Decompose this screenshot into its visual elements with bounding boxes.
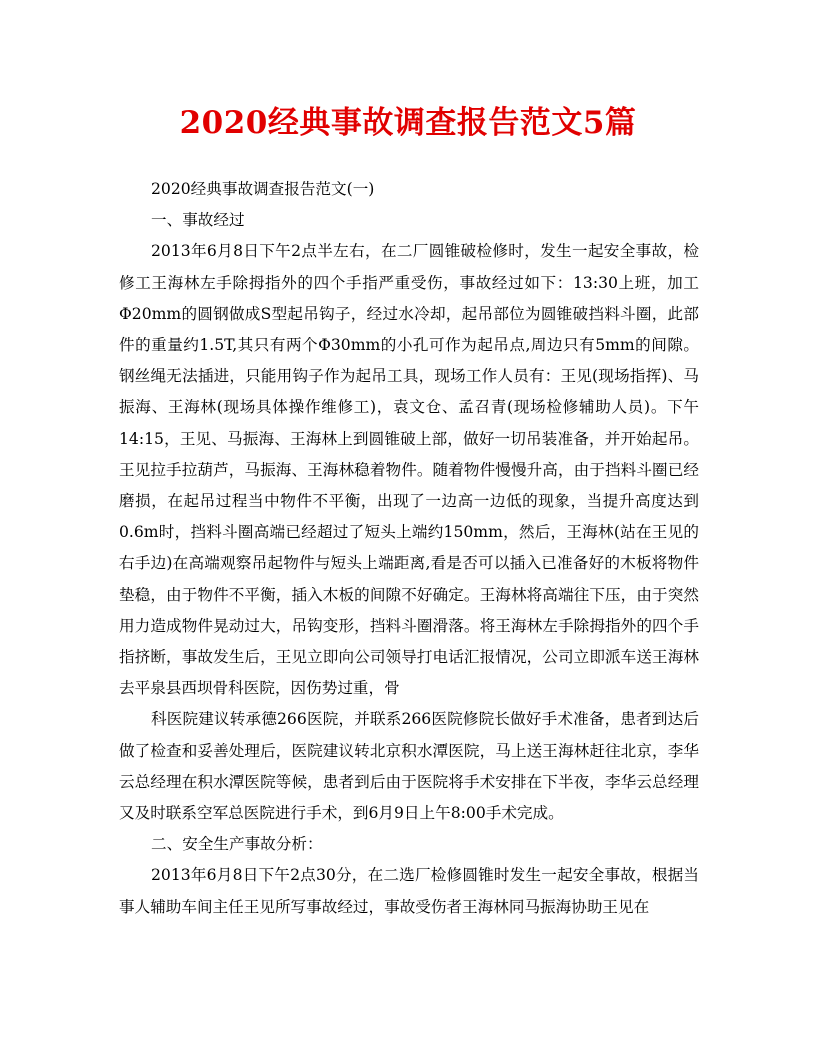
document-body bbox=[119, 174, 699, 923]
document-title: 2020经典事故调查报告范文5篇 bbox=[179, 105, 637, 141]
paragraph-2: 科医院建议转承德266医院，并联系266医院修院长做好手术准备，患者到达后做了检查和妥善处理后，医院建议转北京积水潭医院，马上送王海林赶往北京，李华云总经理在积水潭医院等候，患者到后由于医院将手术安排在下半夜，李华云总经理又及时联系空军总医院进行手术，到6月9日上午8:00手术完成。 bbox=[119, 710, 699, 823]
section-heading-1: 一、事故经过 bbox=[151, 211, 245, 230]
paragraph-1: 2013年6月8日下午2点半左右，在二厂圆锥破检修时，发生一起安全事故，检修工王海林左手除拇指外的四个手指严重受伤，事故经过如下：13:30上班，加工Φ20mm的圆钢做成S型起吊钩子，经过水冷却，起吊部位为圆锥破挡料斗圈，此部件的重量约1.5T,其只有两个Φ30mm的小孔可作为起吊点,周边只有5mm的间隙。钢丝绳无法插进，只能用钩子作为起吊工具，现场工作人员有：王见(现场指挥)、马振海、王海林(现场具体操作维修工)，袁文仓、孟召青(现场检修辅助人员)。下午14:15，王见、马振海、王海林上到圆锥破上部，做好一切吊装准备，并开始起吊。王见拉手拉葫芦，马振海、王海林稳着物件。随着物件慢慢升高，由于挡料斗圈已经磨损，在起吊过程当中物件不平衡，出现了一边高一边低的现象，当提升高度达到0.6m时，挡料斗圈高端已经超过了短头上端约150mm，然后，王海林(站在王见的右手边)在高端观察吊起物件与短头上端距离,看是否可以插入已准备好的木板将物件垫稳，由于物件不平衡，插入木板的间隙不好确定。王海林将高端往下压，由于突然用力造成物件晃动过大，吊钩变形，挡料斗圈滑落。将王海林左手除拇指外的四个手指挤断，事故发生后，王见立即向公司领导打电话汇报情况，公司立即派车送王海林去平泉县西坝骨科医院，因伤势过重，骨 bbox=[119, 242, 699, 698]
document-subtitle: 2020经典事故调查报告范文(一) bbox=[151, 180, 375, 198]
paragraph-3: 2013年6月8日下午2点30分，在二选厂检修圆锥时发生一起安全事故，根据当事人辅助车间主任王见所写事故经过，事故受伤者王海林同马振海协助王见在 bbox=[119, 866, 699, 916]
section-heading-2: 二、安全生产事故分析： bbox=[151, 835, 323, 854]
